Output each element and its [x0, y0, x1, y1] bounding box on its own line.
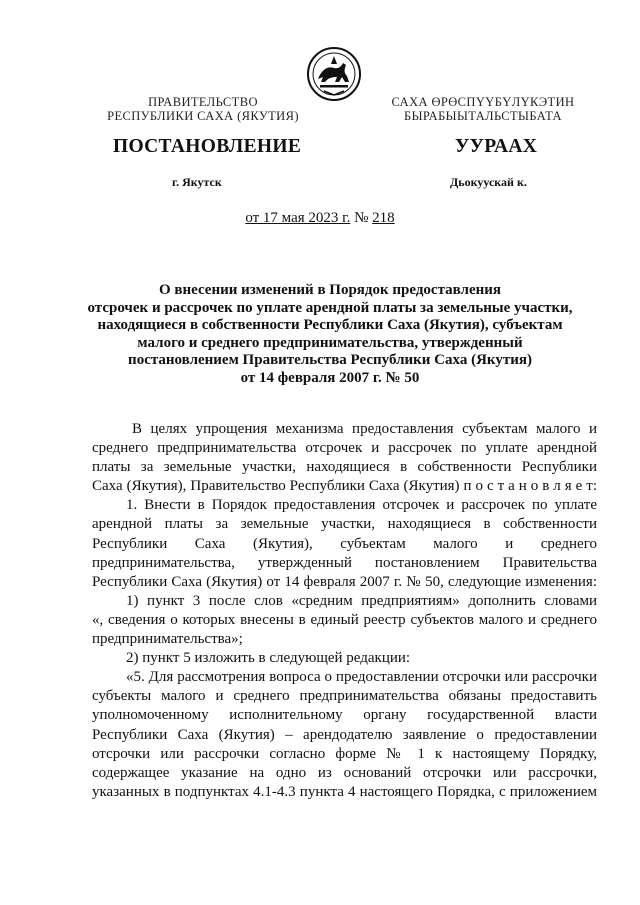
body-line: Республики Саха (Якутия), субъектам малого и среднего	[92, 535, 597, 552]
body-line: указанных в подпунктах 4.1-4.3 пункта 4 настоящего Порядка, с приложением	[92, 783, 597, 800]
document-date-number	[0, 210, 640, 227]
body-line: уполномоченному исполнительному органу государственной власти	[92, 707, 597, 724]
body-line: среднего предпринимательства отсрочек и рассрочек по уплате арендной	[92, 440, 597, 457]
document-date: от 17 мая 2023 г.	[245, 210, 351, 226]
body-line: Республики Саха (Якутия) от 14 февраля 2007 г. № 50, следующие изменения:	[92, 573, 597, 590]
body-line: арендной платы за земельные участки, находящиеся в собственности	[92, 516, 597, 533]
body-line: предпринимательства»;	[92, 631, 243, 648]
government-name-sakha-line-2: БЫРАБЫЫТАЛЬСТЫБАТА	[404, 109, 562, 123]
body-line: субъекты малого и среднего предпринимательства обязаны предоставить	[92, 688, 597, 705]
document-type-sakha: УУРААХ	[455, 136, 538, 157]
document-title	[80, 282, 580, 388]
city-ru: г. Якутск	[172, 175, 222, 189]
government-name-ru	[98, 95, 308, 123]
title-line: О внесении изменений в Порядок предоставления	[158, 282, 502, 298]
number-sign: №	[354, 210, 369, 226]
title-line: от 14 февраля 2007 г. № 50	[240, 369, 420, 386]
document-body	[92, 420, 597, 802]
government-name-ru-line-2: РЕСПУБЛИКИ САХА (ЯКУТИЯ)	[107, 109, 299, 123]
document-type-ru: ПОСТАНОВЛЕНИЕ	[113, 136, 302, 157]
city-sakha: Дьокуускай к.	[450, 175, 527, 189]
body-line: содержащее указание на одно из оснований отсрочки или рассрочки,	[92, 764, 597, 781]
body-line: Саха (Якутия), Правительство Республики Саха (Якутия) п о с т а н о в л я е т:	[92, 478, 597, 495]
title-line: отсрочек и рассрочек по уплате арендной платы за земельные участки,	[87, 299, 573, 316]
document-number: 218	[372, 210, 395, 226]
government-name-sakha	[368, 95, 598, 123]
body-line: Республики Саха (Якутия) – арендодателю заявление о предоставлении	[92, 726, 597, 743]
title-line: находящиеся в собственности Республики Саха (Якутия), субъектам	[97, 317, 563, 334]
government-name-ru-line-1: ПРАВИТЕЛЬСТВО	[148, 95, 258, 109]
body-line: предпринимательства, утвержденный постановлением Правительства	[92, 554, 597, 571]
government-name-sakha-line-1: САХА ӨРӨСПҮҮБҮЛҮКЭТИН	[391, 95, 575, 109]
body-line: 2) пункт 5 изложить в следующей редакции:	[126, 650, 411, 667]
title-line: постановлением Правительства Республики Саха (Якутия)	[128, 352, 532, 369]
title-line: малого и среднего предпринимательства, утвержденный	[137, 334, 523, 351]
body-line: 1) пункт 3 после слов «средним предприятиям» дополнить словами	[126, 592, 597, 609]
sakha-coat-of-arms-icon	[306, 46, 362, 102]
body-line: 1. Внести в Порядок предоставления отсрочек и рассрочек по уплате	[126, 497, 597, 514]
body-line: платы за земельные участки, находящиеся в собственности Республики	[92, 459, 597, 476]
body-line: В целях упрощения механизма предоставления субъектам малого и	[132, 421, 597, 437]
body-line: отсрочки или рассрочки согласно форме № 1 к настоящему Порядку,	[92, 745, 597, 762]
body-line: «5. Для рассмотрения вопроса о предоставлении отсрочки или рассрочки	[126, 669, 597, 686]
body-line: «, сведения о которых внесены в единый реестр субъектов малого и среднего	[92, 611, 597, 628]
